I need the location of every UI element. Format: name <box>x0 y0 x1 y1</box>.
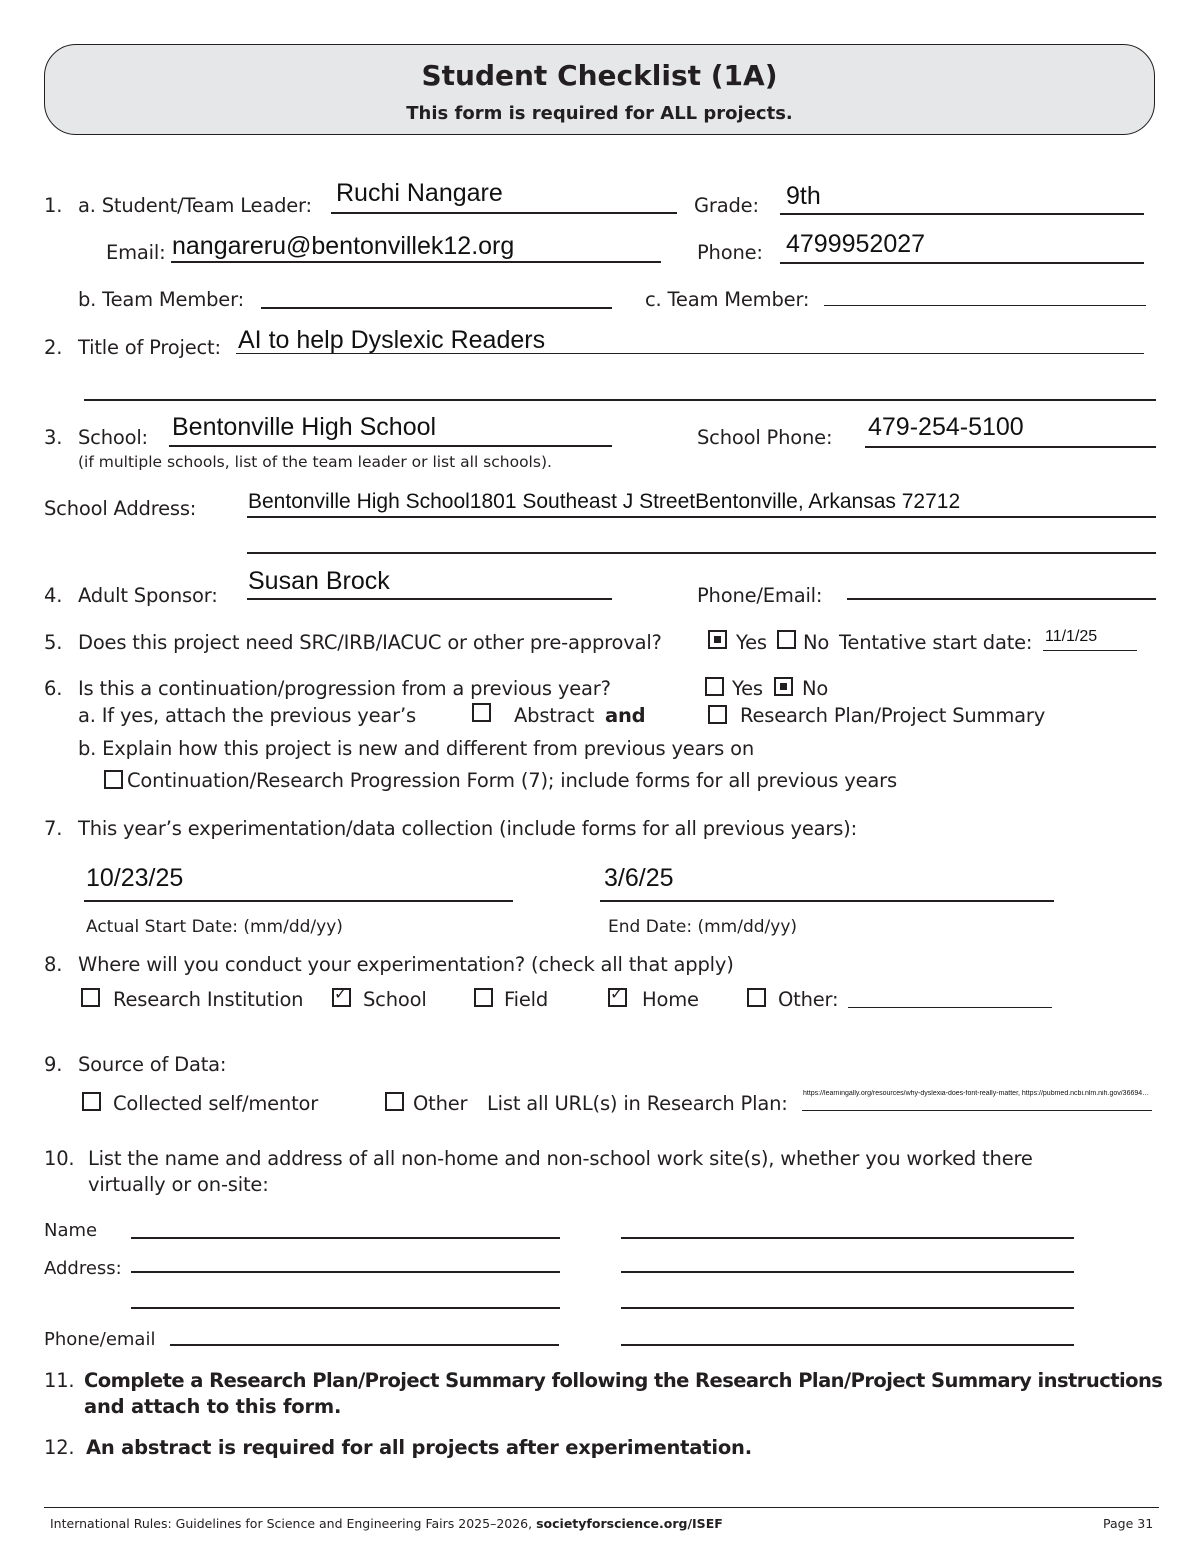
q6-number: 6. <box>44 677 63 700</box>
team-member-b-label: b. Team Member: <box>78 288 244 311</box>
q7-number: 7. <box>44 817 63 840</box>
footer-guidelines <box>50 1516 723 1531</box>
explain-new-text: b. Explain how this project is new and different from previous years on <box>78 737 755 760</box>
site-phone-field-1[interactable] <box>170 1344 559 1346</box>
site-address-field-2[interactable] <box>621 1271 1074 1273</box>
sponsor-contact-label: Phone/Email: <box>697 584 823 607</box>
tentative-date-label: Tentative start date: <box>839 631 1033 654</box>
q12-number: 12. <box>44 1436 75 1459</box>
start-date-label: Actual Start Date: (mm/dd/yy) <box>86 917 343 937</box>
experimentation-question: This year’s experimentation/data collection (include forms for all previous years): <box>78 817 857 840</box>
site-name-field-2[interactable] <box>621 1237 1074 1239</box>
site-address-field-1b[interactable] <box>131 1307 560 1309</box>
form-subtitle: This form is required for ALL projects. <box>406 103 793 124</box>
footer-link[interactable]: societyforscience.org/ISEF <box>536 1516 723 1531</box>
abstract-label: Abstract <box>514 704 595 727</box>
grade-field[interactable]: 9th <box>786 182 821 210</box>
research-plan-checkbox[interactable] <box>708 705 727 724</box>
site-address-field-1[interactable] <box>131 1271 560 1273</box>
site-address-label: Address: <box>44 1258 122 1279</box>
q9-number: 9. <box>44 1053 63 1076</box>
location-field-label: Field <box>504 988 549 1011</box>
school-label: School: <box>78 426 148 449</box>
continuation-no-label: No <box>802 677 829 700</box>
preapproval-no-checkbox[interactable] <box>777 630 796 649</box>
project-title-field[interactable]: AI to help Dyslexic Readers <box>238 326 546 354</box>
school-address-label: School Address: <box>44 497 197 520</box>
location-research-institution-label: Research Institution <box>113 988 304 1011</box>
checkbox-mark-icon <box>714 636 721 643</box>
and-label: and <box>605 704 646 727</box>
adult-sponsor-underline <box>247 598 612 600</box>
continuation-yes-checkbox[interactable] <box>705 677 724 696</box>
continuation-form-label: Continuation/Research Progression Form (7); include forms for all previous years <box>127 769 897 792</box>
adult-sponsor-field[interactable]: Susan Brock <box>248 567 390 595</box>
continuation-no-checkbox[interactable] <box>774 677 793 696</box>
q2-number: 2. <box>44 336 63 359</box>
q1-number: 1. <box>44 194 63 217</box>
email-field[interactable]: nangareru@bentonvillek12.org <box>172 232 515 260</box>
form-header <box>44 44 1155 135</box>
tentative-date-underline <box>1043 650 1137 651</box>
adult-sponsor-label: Adult Sponsor: <box>78 584 218 607</box>
continuation-question: Is this a continuation/progression from a previous year? <box>78 677 611 700</box>
research-plan-instruction: Complete a Research Plan/Project Summary following the Research Plan/Project Summary instructions <box>84 1369 1163 1392</box>
urls-field[interactable]: https://learningally.org/resources/why-dyslexia-does-font-really-matter, https://pubmed.ncbi.nlm.nih.gov/36694… <box>803 1090 1150 1097</box>
checkbox-mark-icon <box>780 683 787 690</box>
q5-number: 5. <box>44 631 63 654</box>
phone-label: Phone: <box>697 241 763 264</box>
grade-label: Grade: <box>694 194 759 217</box>
grade-underline <box>780 213 1144 215</box>
school-phone-underline <box>865 446 1156 448</box>
work-sites-question-line2: virtually or on-site: <box>88 1173 269 1196</box>
check-icon: ✓ <box>610 984 624 1003</box>
location-field-checkbox[interactable] <box>474 988 493 1007</box>
urls-label: List all URL(s) in Research Plan: <box>487 1092 788 1115</box>
team-member-c-field[interactable] <box>824 305 1146 306</box>
school-address-field[interactable]: Bentonville High School1801 Southeast J StreetBentonville, Arkansas 72712 <box>248 490 961 513</box>
end-date-field[interactable]: 3/6/25 <box>604 864 674 892</box>
attach-previous-text: a. If yes, attach the previous year’s <box>78 704 416 727</box>
email-underline <box>171 261 661 263</box>
preapproval-no-label: No <box>803 631 830 654</box>
continuation-form-checkbox[interactable] <box>104 770 123 789</box>
phone-field[interactable]: 4799952027 <box>786 230 926 258</box>
work-sites-question: List the name and address of all non-home and non-school work site(s), whether you worked there <box>88 1147 1033 1170</box>
location-school-label: School <box>363 988 427 1011</box>
school-underline <box>169 445 612 447</box>
location-research-institution-checkbox[interactable] <box>81 988 100 1007</box>
source-other-label: Other <box>413 1092 468 1115</box>
sponsor-contact-field[interactable] <box>847 598 1156 600</box>
location-home-checkbox[interactable] <box>608 984 627 1007</box>
phone-underline <box>780 262 1144 264</box>
q11-number: 11. <box>44 1369 75 1392</box>
site-phone-label: Phone/email <box>44 1329 156 1350</box>
tentative-date-field[interactable]: 11/1/25 <box>1045 628 1098 645</box>
school-phone-field[interactable]: 479-254-5100 <box>868 413 1024 441</box>
preapproval-yes-label: Yes <box>736 631 767 654</box>
continuation-yes-label: Yes <box>732 677 763 700</box>
school-phone-label: School Phone: <box>697 426 833 449</box>
source-of-data-label: Source of Data: <box>78 1053 227 1076</box>
site-name-label: Name <box>44 1220 98 1241</box>
source-self-label: Collected self/mentor <box>113 1092 319 1115</box>
location-other-label: Other: <box>778 988 839 1011</box>
team-member-c-label: c. Team Member: <box>645 288 810 311</box>
site-phone-field-2[interactable] <box>621 1344 1074 1346</box>
footer-divider <box>44 1507 1159 1508</box>
location-question: Where will you conduct your experimentation? (check all that apply) <box>78 953 734 976</box>
email-label: Email: <box>106 241 166 264</box>
q4-number: 4. <box>44 584 63 607</box>
source-other-checkbox[interactable] <box>385 1092 404 1111</box>
research-plan-instruction-line2: and attach to this form. <box>84 1395 342 1418</box>
source-self-checkbox[interactable] <box>82 1092 101 1111</box>
start-date-underline <box>84 900 513 902</box>
end-date-underline <box>600 900 1054 902</box>
project-title-line-2[interactable] <box>84 399 1156 401</box>
q3-number: 3. <box>44 426 63 449</box>
location-other-field[interactable] <box>848 1007 1052 1008</box>
location-home-label: Home <box>642 988 699 1011</box>
urls-underline <box>802 1110 1152 1111</box>
project-title-underline <box>236 353 1144 354</box>
school-address-line-2[interactable] <box>247 552 1156 554</box>
site-name-field-1[interactable] <box>131 1237 560 1239</box>
abstract-checkbox[interactable] <box>472 703 491 722</box>
school-note: (if multiple schools, list of the team leader or list all schools). <box>78 453 552 471</box>
research-plan-label: Research Plan/Project Summary <box>740 704 1046 727</box>
team-member-b-field[interactable] <box>261 307 612 309</box>
team-leader-label: a. Student/Team Leader: <box>78 194 312 217</box>
school-address-underline <box>247 516 1156 518</box>
team-leader-field[interactable]: Ruchi Nangare <box>336 179 503 207</box>
footer-guidelines-text: International Rules: Guidelines for Science and Engineering Fairs 2025–2026, <box>50 1516 533 1531</box>
preapproval-question: Does this project need SRC/IRB/IACUC or other pre-approval? <box>78 631 662 654</box>
q8-number: 8. <box>44 953 63 976</box>
location-school-checkbox[interactable] <box>332 984 351 1007</box>
check-icon: ✓ <box>334 984 348 1003</box>
end-date-label: End Date: (mm/dd/yy) <box>608 917 798 937</box>
location-other-checkbox[interactable] <box>747 988 766 1007</box>
start-date-field[interactable]: 10/23/25 <box>86 864 184 892</box>
team-leader-underline <box>331 212 677 214</box>
school-field[interactable]: Bentonville High School <box>172 413 437 441</box>
q10-number: 10. <box>44 1147 75 1170</box>
abstract-requirement: An abstract is required for all projects after experimentation. <box>86 1436 752 1459</box>
project-title-label: Title of Project: <box>78 336 221 359</box>
site-address-field-2b[interactable] <box>621 1307 1074 1309</box>
form-title: Student Checklist (1A) <box>421 59 778 92</box>
preapproval-yes-checkbox[interactable] <box>708 630 727 649</box>
page-number: Page 31 <box>1103 1516 1154 1531</box>
